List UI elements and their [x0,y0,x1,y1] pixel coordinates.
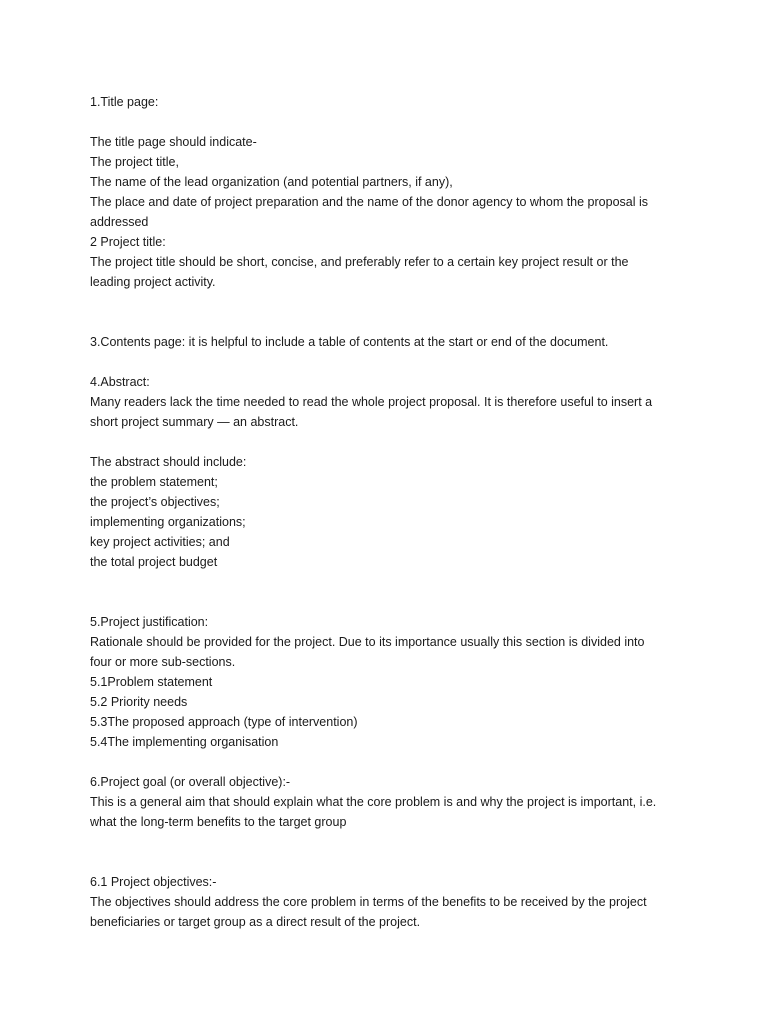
list-item: 5.1Problem statement [90,675,213,689]
paragraph-line: The abstract should include: [90,455,247,469]
paragraph-line: This is a general aim that should explain what the core problem is and why the project is important, i.e. [90,795,657,809]
paragraph-line: Rationale should be provided for the project. Due to its importance usually this section is divided into [90,635,645,649]
list-item: 5.4The implementing organisation [90,735,279,749]
paragraph-line: The objectives should address the core problem in terms of the benefits to be received by the project [90,895,647,909]
paragraph-line: leading project activity. [90,275,216,289]
paragraph-line: Many readers lack the time needed to read the whole project proposal. It is therefore useful to insert a [90,395,653,409]
list-item: the project’s objectives; [90,495,220,509]
paragraph-line: The project title should be short, concise, and preferably refer to a certain key project result or the [90,255,629,269]
section-heading-project-objectives: 6.1 Project objectives:- [90,875,217,889]
list-item: implementing organizations; [90,515,246,529]
paragraph-line: what the long-term benefits to the target group [90,815,347,829]
list-item: 5.3The proposed approach (type of intervention) [90,715,358,729]
list-item: the total project budget [90,555,218,569]
section-heading-project-goal: 6.Project goal (or overall objective):- [90,775,291,789]
paragraph-line: addressed [90,215,149,229]
section-heading-project-title: 2 Project title: [90,235,166,249]
section-heading-title-page: 1.Title page: [90,95,159,109]
paragraph-line: beneficiaries or target group as a direct result of the project. [90,915,421,929]
paragraph-line: The name of the lead organization (and potential partners, if any), [90,175,453,189]
list-item: key project activities; and [90,535,230,549]
paragraph-line: The place and date of project preparation and the name of the donor agency to whom the proposal is [90,195,649,209]
paragraph-line: four or more sub-sections. [90,655,236,669]
paragraph-line: The project title, [90,155,179,169]
section-heading-abstract: 4.Abstract: [90,375,150,389]
section-heading-project-justification: 5.Project justification: [90,615,209,629]
paragraph-line: The title page should indicate- [90,135,257,149]
list-item: 5.2 Priority needs [90,695,188,709]
section-heading-contents-page: 3.Contents page: it is helpful to include a table of contents at the start or end of the document. [90,335,609,349]
list-item: the problem statement; [90,475,218,489]
paragraph-line: short project summary — an abstract. [90,415,299,429]
